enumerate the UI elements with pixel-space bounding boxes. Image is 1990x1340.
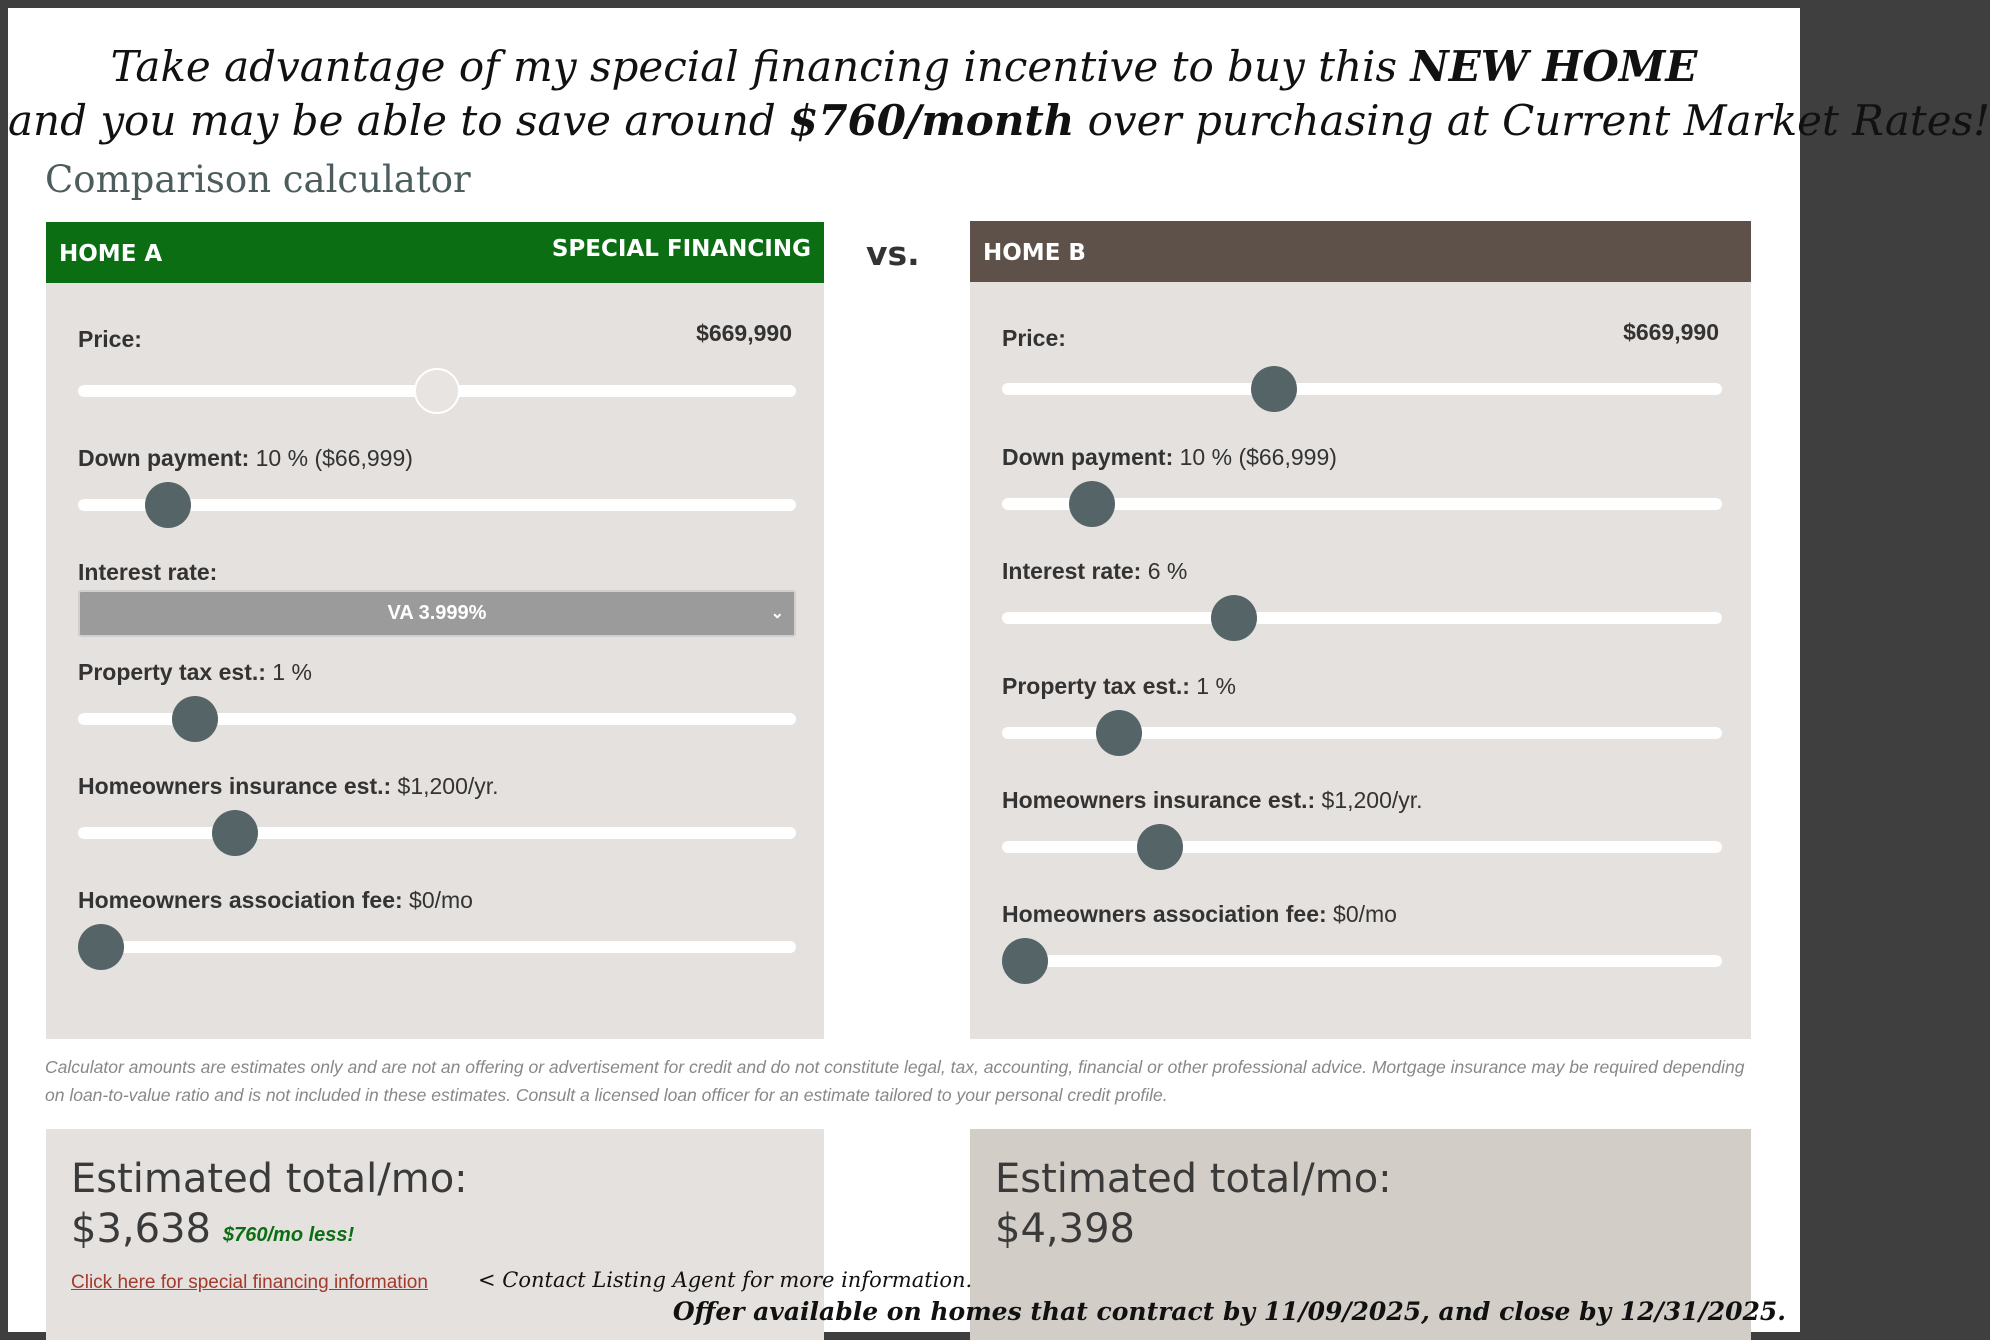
interest-rate-selected: VA 3.999% [387,602,487,624]
home-b-insurance-label: Homeowners insurance est.: $1,200/yr. [1002,787,1423,813]
home-b-hoa-slider[interactable] [1002,955,1722,967]
home-a-hoa-label: Homeowners association fee: $0/mo [78,887,473,913]
headline-line-1: Take advantage of my special financing incentive to buy this NEW HOME [110,42,1698,91]
page [8,8,1990,1332]
home-b-name: HOME B [983,240,1086,266]
home-a-property-tax-label: Property tax est.: 1 % [78,659,312,685]
offer-deadline-note: Offer available on homes that contract by 11/09/2025, and close by 12/31/2025. [672,1297,1786,1326]
home-a-price-value: $669,990 [696,320,792,346]
vs-label: vs. [866,234,920,273]
home-a-interest-rate-label: Interest rate: [78,559,218,585]
home-b-insurance-slider[interactable] [1002,841,1722,853]
home-a-hoa-slider[interactable] [78,941,796,953]
home-a-hoa-slider-handle[interactable] [78,924,124,970]
home-a-name: HOME A [59,241,163,267]
home-b-total-label: Estimated total/mo: [995,1156,1392,1202]
home-a-price-slider-handle[interactable] [414,368,460,414]
home-a-insurance-label: Homeowners insurance est.: $1,200/yr. [78,773,499,799]
home-a-price-label: Price: [78,326,142,352]
monthly-savings-note: $760/mo less! [223,1224,355,1246]
contact-agent-note: < Contact Listing Agent for more information. [478,1268,973,1292]
home-a-total-label: Estimated total/mo: [71,1156,468,1202]
chevron-down-icon: ⌄ [770,605,784,622]
home-b-insurance-slider-handle[interactable] [1137,824,1183,870]
home-a-down-payment-slider-handle[interactable] [145,482,191,528]
calculator-title: Comparison calculator [45,158,471,201]
home-b-interest-rate-slider[interactable] [1002,612,1722,624]
special-financing-link[interactable]: Click here for special financing information [71,1272,428,1293]
home-a-insurance-slider[interactable] [78,827,796,839]
home-b-hoa-label: Homeowners association fee: $0/mo [1002,901,1397,927]
headline-line-2: and you may be able to save around $760/month over purchasing at Current Market Rates! [8,96,1990,145]
home-b-header [970,221,1751,282]
home-b-interest-rate-slider-handle[interactable] [1211,595,1257,641]
home-b-price-slider[interactable] [1002,383,1722,395]
home-a-property-tax-slider-handle[interactable] [172,696,218,742]
home-b-interest-rate-label: Interest rate: 6 % [1002,558,1188,584]
home-b-price-value: $669,990 [1623,319,1719,345]
home-a-interest-rate-select[interactable] [78,590,796,637]
home-a-header [46,222,824,283]
home-a-total-amount: $3,638 [71,1206,211,1252]
home-b-property-tax-label: Property tax est.: 1 % [1002,673,1236,699]
home-b-down-payment-label: Down payment: 10 % ($66,999) [1002,444,1337,470]
home-b-price-label: Price: [1002,325,1066,351]
home-b-hoa-slider-handle[interactable] [1002,938,1048,984]
home-a-down-payment-label: Down payment: 10 % ($66,999) [78,445,413,471]
special-financing-tag: SPECIAL FINANCING [551,236,811,262]
home-b-total-amount: $4,398 [995,1206,1135,1252]
calculator-disclaimer: Calculator amounts are estimates only and are not an offering or advertisement for credit and do not constitute legal, tax, accounting, financial or other professional advice. Mortgage insurance may be required depending on loan-to-value ratio and is not included in these estimates. Consult a licensed loan officer for an estimate tailored to your personal credit profile. [45,1057,1745,1105]
